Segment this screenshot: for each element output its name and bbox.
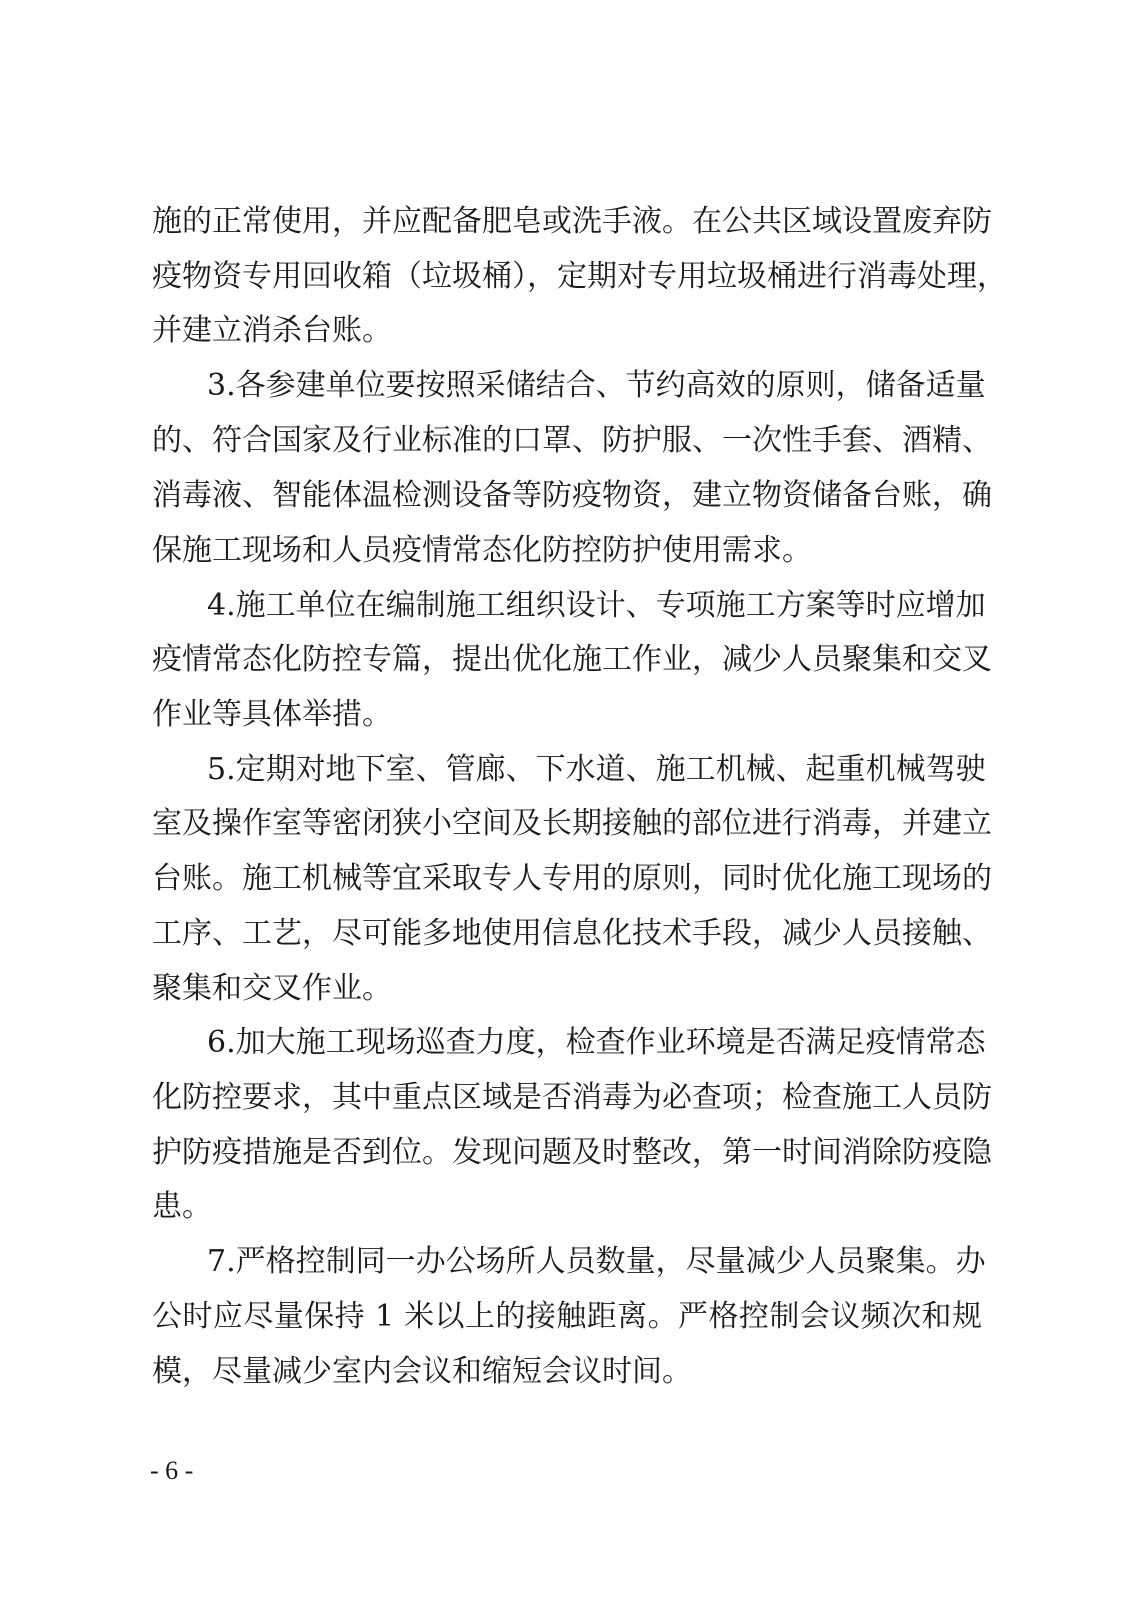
paragraph-start-line: 7.严格控制同一办公场所人员数量，尽量减少人员聚集。办 <box>207 1244 986 1279</box>
text-line: 疫物资专用回收箱（垃圾桶），定期对专用垃圾桶进行消毒处理， <box>152 259 1007 294</box>
text-line: 保施工现场和人员疫情常态化防控防护使用需求。 <box>152 533 812 568</box>
text-line: 患。 <box>152 1189 212 1224</box>
text-line: 护防疫措施是否到位。发现问题及时整改，第一时间消除防疫隐 <box>152 1135 992 1170</box>
paragraph-start-line: 4.施工单位在编制施工组织设计、专项施工方案等时应增加 <box>207 588 986 623</box>
text-line: 聚集和交叉作业。 <box>152 971 392 1006</box>
text-line: 并建立消杀台账。 <box>152 313 392 348</box>
text-line: 公时应尽量保持 1 米以上的接触距离。严格控制会议频次和规 <box>152 1299 982 1334</box>
text-line: 疫情常态化防控专篇，提出优化施工作业，减少人员聚集和交叉 <box>152 642 992 677</box>
text-line: 消毒液、智能体温检测设备等防疫物资，建立物资储备台账，确 <box>152 478 992 513</box>
text-line: 台账。施工机械等宜采取专人专用的原则，同时优化施工现场的 <box>152 861 992 896</box>
text-line: 工序、工艺，尽可能多地使用信息化技术手段，减少人员接触、 <box>152 916 992 951</box>
text-line: 模，尽量减少室内会议和缩短会议时间。 <box>152 1354 692 1389</box>
page-number: - 6 - <box>150 1456 194 1485</box>
text-line: 室及操作室等密闭狭小空间及长期接触的部位进行消毒，并建立 <box>152 806 992 841</box>
paragraph-start-line: 3.各参建单位要按照采储结合、节约高效的原则，储备适量 <box>207 368 986 403</box>
paragraph-start-line: 5.定期对地下室、管廊、下水道、施工机械、起重机械驾驶 <box>207 752 986 787</box>
paragraph-start-line: 6.加大施工现场巡查力度，检查作业环境是否满足疫情常态 <box>207 1025 986 1060</box>
text-line: 的、符合国家及行业标准的口罩、防护服、一次性手套、酒精、 <box>152 423 992 458</box>
text-line: 作业等具体举措。 <box>152 697 392 732</box>
text-line: 化防控要求，其中重点区域是否消毒为必查项；检查施工人员防 <box>152 1080 992 1115</box>
text-line: 施的正常使用，并应配备肥皂或洗手液。在公共区域设置废弃防 <box>152 204 992 239</box>
